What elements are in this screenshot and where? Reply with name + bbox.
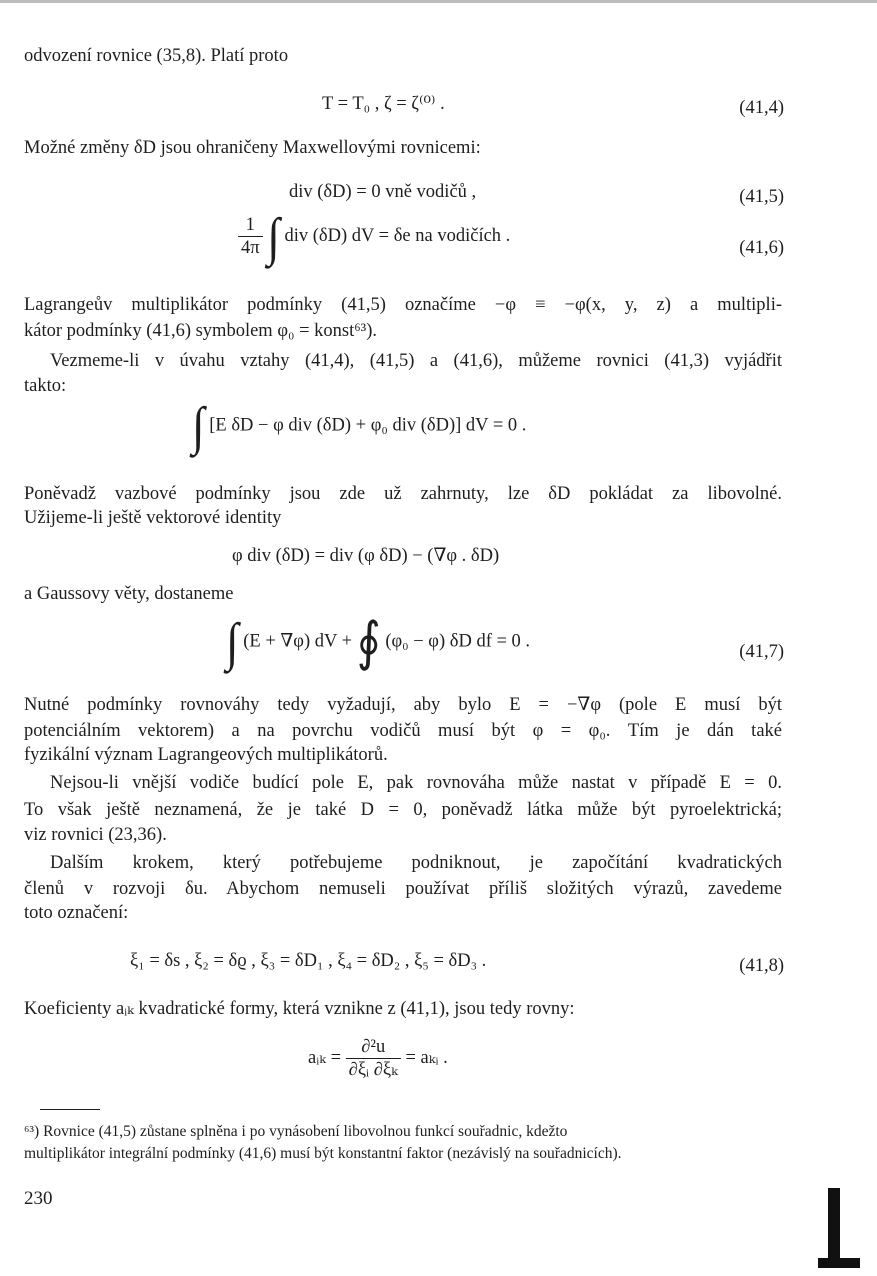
- equation-number: (41,5): [739, 187, 784, 207]
- text-line: potenciálním vektorem) a na povrchu vodičů musí být φ = φ₀. Tím je dán také: [24, 721, 782, 741]
- equation-body: (E + ∇φ) dV +: [243, 631, 353, 652]
- text-line: odvození rovnice (35,8). Platí proto: [24, 46, 289, 66]
- footnote-line: ⁶³) Rovnice (41,5) zůstane splněna i po vynásobení libovolnou funkcí souřadnic, kdežto: [24, 1123, 568, 1140]
- text-line: kátor podmínky (41,6) symbolem φ₀ = konst⁶³).: [24, 321, 377, 341]
- equation-41-8: ξ₁ = δs , ξ₂ = δϱ , ξ₃ = δD₁ , ξ₄ = δD₂ , ξ₅ = δD₃ .: [130, 951, 487, 971]
- equation-aik: [308, 1036, 448, 1081]
- text-line: Lagrangeův multiplikátor podmínky (41,5) označíme −φ ≡ −φ(x, y, z) a multipli-: [24, 295, 782, 315]
- text-line: Užijeme-li ještě vektorové identity: [24, 508, 282, 528]
- text-line: členů v rozvoji δu. Abychom nemuseli používat příliš složitých výrazů, zavedeme: [24, 879, 782, 899]
- text-line: viz rovnici (23,36).: [24, 825, 167, 845]
- footnote-rule: [40, 1109, 100, 1110]
- fraction-denominator: 4π: [241, 238, 260, 258]
- equation-number: (41,8): [739, 956, 784, 976]
- equation-body: div (δD) dV = δe na vodičích .: [284, 225, 511, 246]
- text-line: takto:: [24, 376, 67, 396]
- equation-number: (41,6): [739, 238, 784, 258]
- equation-41-7: [226, 612, 531, 671]
- text-line: Nejsou-li vnější vodiče budící pole E, pak rovnováha může nastat v případě E = 0.: [50, 773, 782, 793]
- text-line: toto označení:: [24, 903, 129, 923]
- text-line: Koeficienty aᵢₖ kvadratické formy, která vznikne z (41,1), jsou tedy rovny:: [24, 999, 575, 1019]
- fraction: [238, 214, 263, 259]
- fraction-denominator: ∂ξᵢ ∂ξₖ: [348, 1060, 398, 1080]
- scan-top-edge: [0, 0, 877, 3]
- equation-41-5: div (δD) = 0 vně vodičů ,: [289, 182, 477, 202]
- text-line: Nutné podmínky rovnováhy tedy vyžadují, aby bylo E = −∇φ (pole E musí být: [24, 695, 782, 715]
- footnote-line: multiplikátor integrální podmínky (41,6) musí být konstantní faktor (nezávislý na souřadnicích).: [24, 1145, 622, 1162]
- text-line: Možné změny δD jsou ohraničeny Maxwellovými rovnicemi:: [24, 138, 481, 158]
- equation-body: [E δD − φ div (δD) + φ₀ div (δD)] dV = 0 .: [209, 415, 527, 436]
- scan-edge-foot: [818, 1258, 860, 1268]
- fraction-numerator: 1: [238, 214, 263, 237]
- text-line: Poněvadž vazbové podmínky jsou zde už zahrnuty, lze δD pokládat za libovolné.: [24, 484, 782, 504]
- fraction: [346, 1036, 401, 1081]
- equation-variation: [192, 396, 527, 455]
- integral-sign: ∫: [267, 206, 280, 266]
- equation-number: (41,7): [739, 642, 784, 662]
- text-line: Vezmeme-li v úvahu vztahy (41,4), (41,5) a (41,6), můžeme rovnici (41,3) vyjádřit: [50, 351, 782, 371]
- contour-integral-sign: ∮: [356, 612, 381, 671]
- equation-rhs: = aₖᵢ .: [405, 1047, 448, 1068]
- scan-edge-bar: [828, 1188, 840, 1260]
- text-line: fyzikální význam Lagrangeových multiplikátorů.: [24, 745, 388, 765]
- text-line: a Gaussovy věty, dostaneme: [24, 584, 234, 604]
- integral-sign: ∫: [226, 612, 239, 671]
- integral-sign: ∫: [192, 396, 205, 455]
- equation-41-6: [238, 206, 511, 266]
- equation-identity: φ div (δD) = div (φ δD) − (∇φ . δD): [232, 546, 500, 566]
- equation-body: (φ₀ − φ) δD df = 0 .: [385, 631, 531, 652]
- page-number: 230: [24, 1188, 53, 1209]
- equation-lhs: aᵢₖ =: [308, 1047, 342, 1068]
- fraction-numerator: ∂²u: [346, 1036, 401, 1059]
- equation-number: (41,4): [739, 98, 784, 118]
- text-line: To však ještě neznamená, že je také D = 0, poněvadž látka může být pyroelektrická;: [24, 800, 782, 820]
- text-line: Dalším krokem, který potřebujeme podniknout, je započítání kvadratických: [50, 853, 782, 873]
- equation-41-4: T = T₀ , ζ = ζ⁽⁰⁾ .: [322, 94, 445, 114]
